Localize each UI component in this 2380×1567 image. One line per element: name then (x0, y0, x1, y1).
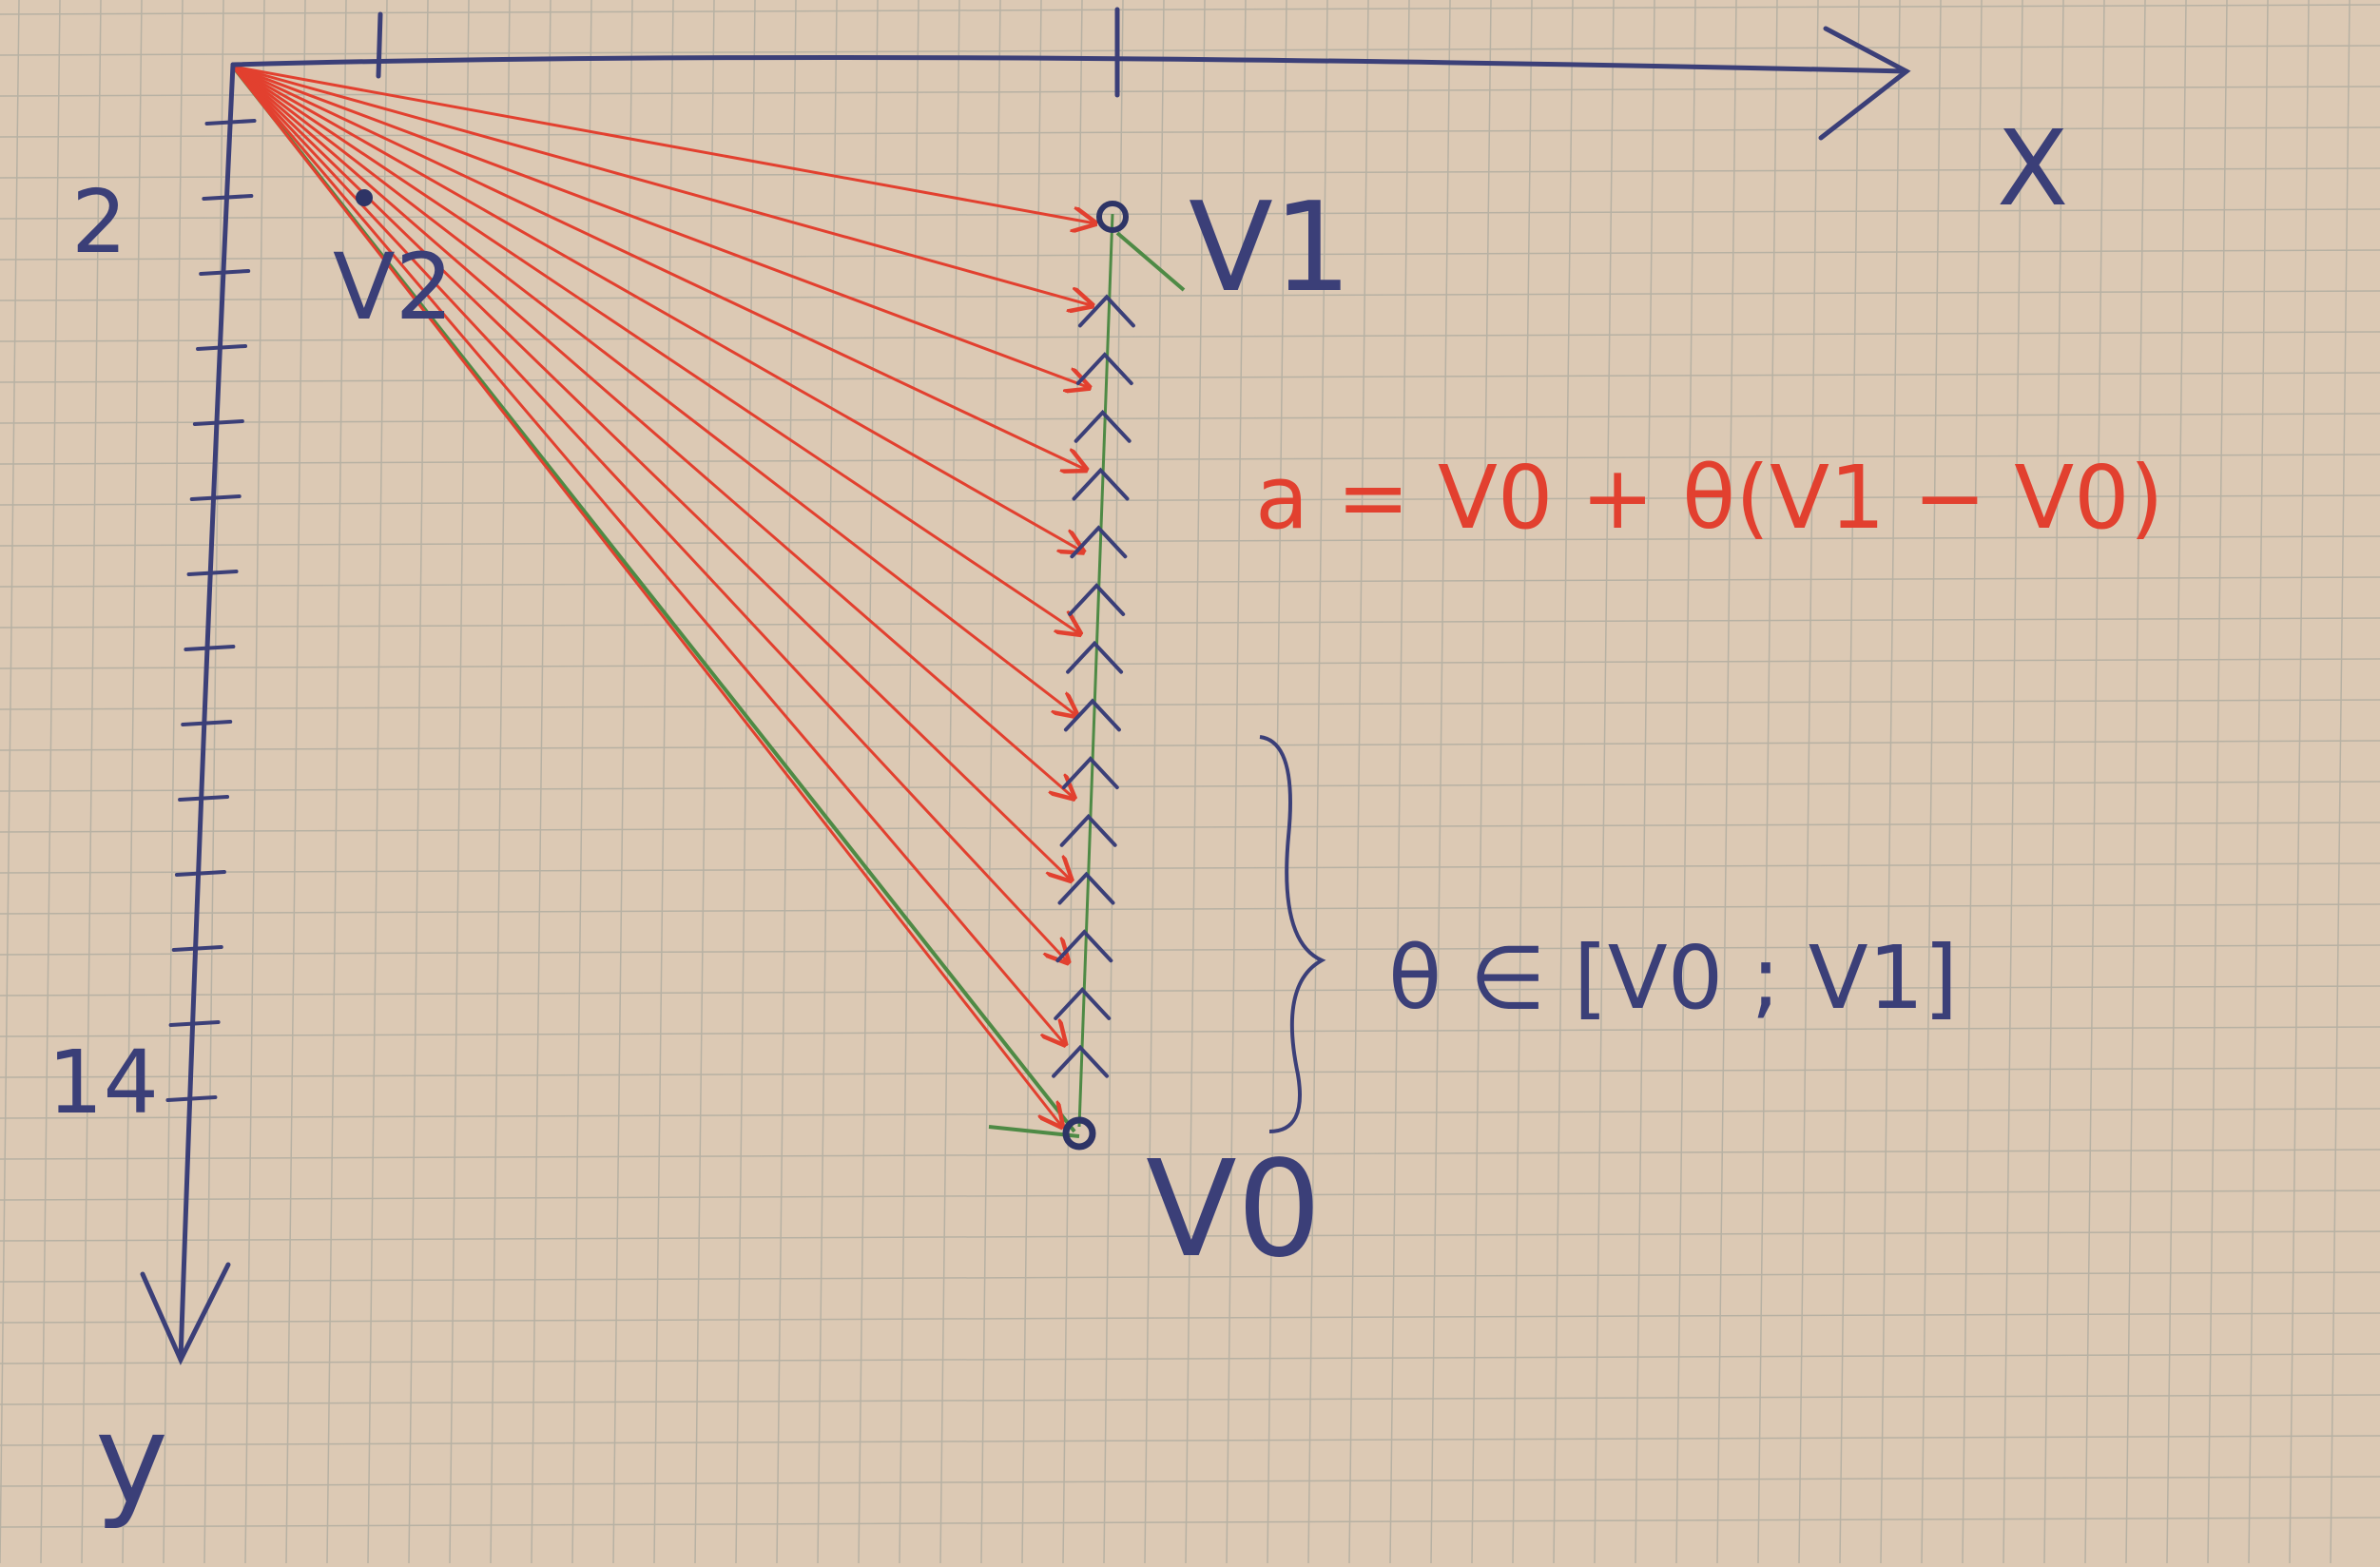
interpolation-equation: a = V0 + θ(V1 − V0) (1255, 447, 2164, 549)
y-axis-label: y (95, 1387, 168, 1532)
y-tick-label-top: 2 (71, 171, 127, 273)
y-tick-label-bottom: 14 (48, 1032, 160, 1133)
vertex-v1-label: V1 (1189, 175, 1352, 319)
vertex-v2 (356, 189, 373, 206)
vertex-v0-label: V0 (1146, 1132, 1322, 1287)
theta-range-label: θ ∈ [V0 ; V1] (1388, 927, 1959, 1029)
vertex-v2-label: V2 (333, 234, 454, 340)
x-axis-tick (378, 14, 380, 76)
x-axis-label: X (1997, 107, 2069, 229)
